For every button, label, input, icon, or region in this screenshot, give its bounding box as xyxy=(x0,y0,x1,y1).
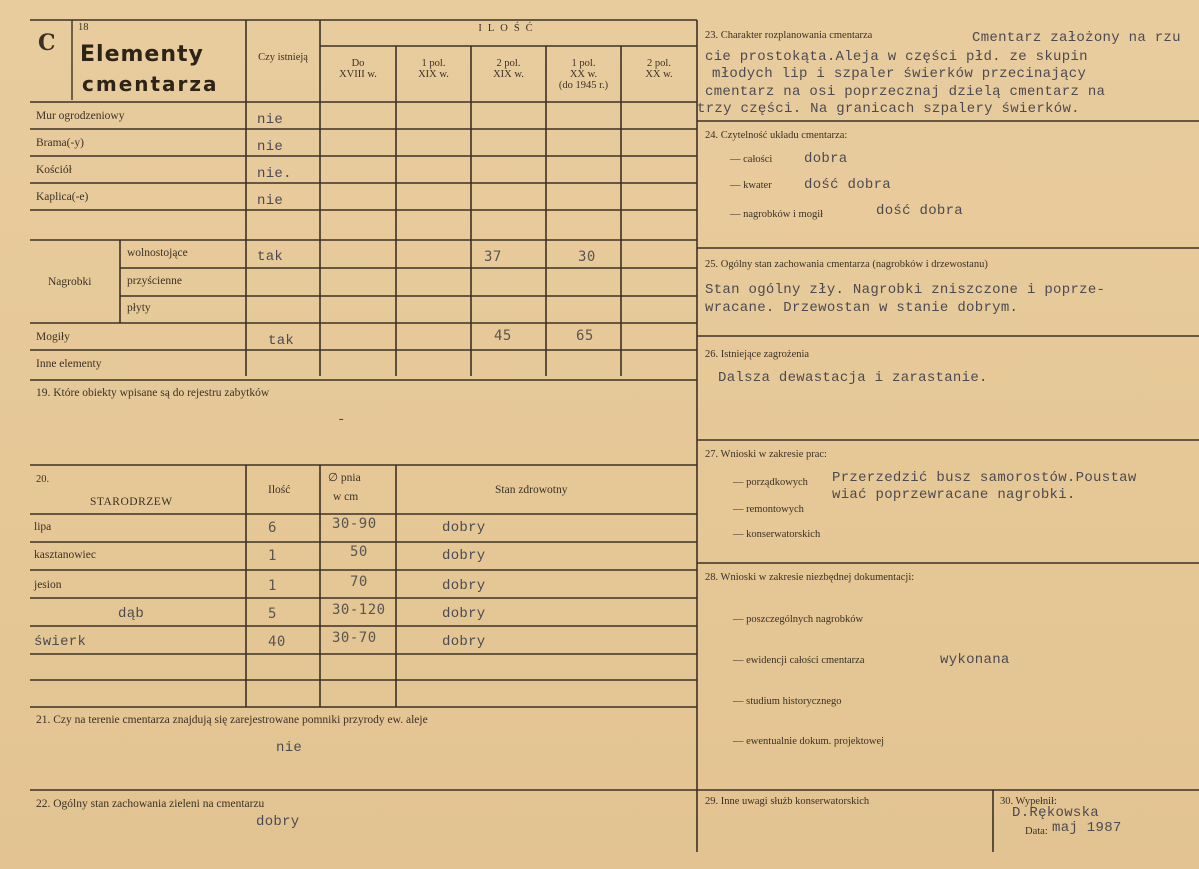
element-row-exists: nie xyxy=(257,193,284,209)
element-row-label: Mur ogrodzeniowy xyxy=(36,110,125,122)
tree-health: dobry xyxy=(442,578,486,594)
s24-item-2-label: — kwater xyxy=(730,180,772,191)
mogily-q4: 65 xyxy=(576,328,594,344)
s24-item-1-value: dobra xyxy=(804,151,848,167)
s23-label: 23. Charakter rozplanowania cmentarza xyxy=(705,30,873,41)
col-quantity-header: ILOŚĆ xyxy=(478,23,539,34)
page-title: Elementy xyxy=(80,42,204,67)
s30-filled-by: D.Rękowska xyxy=(1012,805,1100,821)
period-header-line1: Do xyxy=(351,58,365,69)
s27-item-4-label: — konserwatorskich xyxy=(733,529,821,540)
tree-name: dąb xyxy=(118,606,145,622)
s30-date-label: Data: xyxy=(1025,826,1048,837)
s23-line-5: trzy części. Na granicach szpalery świerków. xyxy=(697,101,1080,117)
s21-label: 21. Czy na terenie cmentarza znajdują się zarejestrowane pomniki przyrody ew. aleje xyxy=(36,714,428,726)
tree-health: dobry xyxy=(442,606,486,622)
element-row-label: Kaplica(-e) xyxy=(36,191,89,203)
s30-date: maj 1987 xyxy=(1052,820,1122,836)
nagrobki-sub-q4: 30 xyxy=(578,249,596,265)
s29-label: 29. Inne uwagi służb konserwatorskich xyxy=(705,796,870,807)
col-exists-header: Czy istnieją xyxy=(258,52,308,63)
tree-health: dobry xyxy=(442,520,486,536)
tree-diameter: 30-90 xyxy=(332,516,377,532)
tree-diameter: 30-120 xyxy=(332,602,386,618)
period-header-line2: XX w. xyxy=(645,69,673,80)
s24-label: 24. Czytelność układu cmentarza: xyxy=(705,130,848,141)
s23-line-2: cie prostokąta.Aleja w części płd. ze skupin xyxy=(705,49,1088,65)
mogily-q3: 45 xyxy=(494,328,512,344)
s24-item-1-label: — całości xyxy=(730,154,773,165)
tree-qty: 1 xyxy=(268,548,277,564)
s23-line-1: Cmentarz założony na rzu xyxy=(972,30,1181,46)
s30-label: 30. Wypełnił: xyxy=(1000,796,1057,807)
tree-name: jesion xyxy=(34,579,62,591)
s24-item-2-value: dość dobra xyxy=(804,177,892,193)
tree-qty: 40 xyxy=(268,634,286,650)
period-header-line1: 1 pol. xyxy=(571,58,596,69)
page-subtitle: cmentarza xyxy=(82,72,219,96)
period-header-line2: XX w. xyxy=(569,69,598,80)
s23-line-4: cmentarz na osi poprzecznaj dzielą cmentarz na xyxy=(705,84,1106,100)
tree-health: dobry xyxy=(442,634,486,650)
period-header-line1: 2 pol. xyxy=(496,58,521,69)
tree-qty: 5 xyxy=(268,606,277,622)
code-letter: C xyxy=(38,30,56,56)
s28-item-1-label: — poszczególnych nagrobków xyxy=(733,614,864,625)
s20-num: 20. xyxy=(36,474,50,485)
s28-item-2-value: wykonana xyxy=(940,652,1010,668)
mogily-exists: tak xyxy=(268,333,295,349)
s20-col-health: Stan zdrowotny xyxy=(495,484,568,496)
s22-label: 22. Ogólny stan zachowania zieleni na cmentarzu xyxy=(36,798,265,810)
s22-value: dobry xyxy=(256,814,300,830)
s20-col-qty: Ilość xyxy=(268,484,291,496)
s19-label: 19. Które obiekty wpisane są do rejestru zabytków xyxy=(36,387,270,399)
s28-item-3-label: — studium historycznego xyxy=(733,696,842,707)
tree-qty: 6 xyxy=(268,520,277,536)
nagrobki-sub-label: przyścienne xyxy=(127,275,182,287)
element-row-label: Kościół xyxy=(36,164,72,176)
s26-value: Dalsza dewastacja i zarastanie. xyxy=(718,370,988,386)
s27-item-3-label: — remontowych xyxy=(733,504,804,515)
tree-diameter: 30-70 xyxy=(332,630,377,646)
nagrobki-sub-q3: 37 xyxy=(484,249,502,265)
s24-item-3-label: — nagrobków i mogił xyxy=(730,209,824,220)
s27-item-1-value: Przerzedzić busz samorostów.Poustaw xyxy=(832,470,1137,486)
tree-name: lipa xyxy=(34,521,52,533)
tree-qty: 1 xyxy=(268,578,277,594)
nagrobki-sub-exists: tak xyxy=(257,249,284,265)
s21-value: nie xyxy=(276,740,303,756)
s28-item-4-label: — ewentualnie dokum. projektowej xyxy=(733,736,885,747)
element-row-label: Brama(-y) xyxy=(36,137,84,149)
s23-line-3: młodych lip i szpaler świerków przecinający xyxy=(712,66,1087,82)
tree-diameter: 50 xyxy=(350,544,368,560)
element-row-exists: nie. xyxy=(257,166,292,182)
nagrobki-sub-label: płyty xyxy=(127,302,151,314)
s25-label: 25. Ogólny stan zachowania cmentarza (nagrobków i drzewostanu) xyxy=(705,259,988,270)
s28-label: 28. Wnioski w zakresie niezbędnej dokumentacji: xyxy=(705,572,915,583)
tree-health: dobry xyxy=(442,548,486,564)
s27-label: 27. Wnioski w zakresie prac: xyxy=(705,449,827,460)
s19-value: - xyxy=(337,412,346,428)
s24-item-3-value: dość dobra xyxy=(876,203,964,219)
tree-diameter: 70 xyxy=(350,574,368,590)
inne-elementy-label: Inne elementy xyxy=(36,358,102,370)
nagrobki-label: Nagrobki xyxy=(48,276,92,288)
period-header-line2: XIX w. xyxy=(493,69,524,80)
s26-label: 26. Istniejące zagrożenia xyxy=(705,349,810,360)
period-header-line1: 1 pol. xyxy=(421,58,446,69)
period-header-line1: 2 pol. xyxy=(647,58,671,69)
nagrobki-sub-label: wolnostojące xyxy=(127,247,188,259)
s27-item-1-label: — porządkowych xyxy=(733,477,808,488)
s20-col-diam-2: w cm xyxy=(333,491,359,503)
s20-header: STARODRZEW xyxy=(90,496,173,508)
s20-col-diam-1: ∅ pnia xyxy=(328,472,361,484)
mogily-label: Mogiły xyxy=(36,331,70,343)
s25-line-2: wracane. Drzewostan w stanie dobrym. xyxy=(705,300,1019,316)
tree-name: kasztanowiec xyxy=(34,549,96,561)
period-header-line2: XVIII w. xyxy=(339,69,377,80)
s28-item-2-label: — ewidencji całości cmentarza xyxy=(733,655,865,666)
period-header-line3: (do 1945 r.) xyxy=(558,80,609,91)
element-row-exists: nie xyxy=(257,139,284,155)
period-header-line2: XIX w. xyxy=(418,69,449,80)
page-number: 18 xyxy=(78,22,89,33)
s27-item-2-value: wiać poprzewracane nagrobki. xyxy=(832,487,1076,503)
s25-line-1: Stan ogólny zły. Nagrobki zniszczone i poprze- xyxy=(705,282,1106,298)
tree-name: świerk xyxy=(34,634,87,650)
element-row-exists: nie xyxy=(257,112,284,128)
